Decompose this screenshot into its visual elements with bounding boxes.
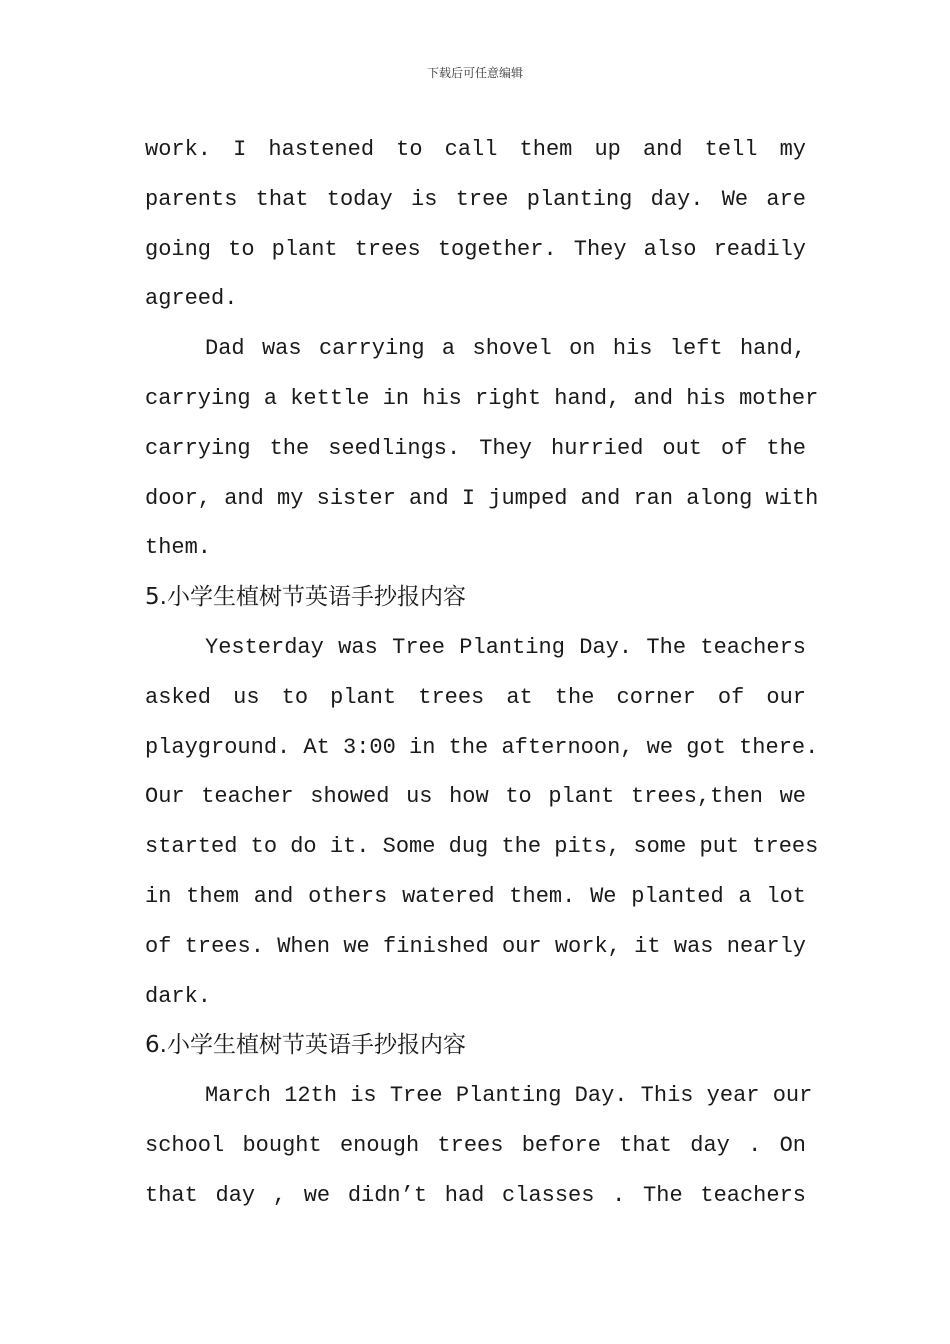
section-heading: 5.小学生植树节英语手抄报内容 bbox=[145, 584, 466, 611]
section-heading: 6.小学生植树节英语手抄报内容 bbox=[145, 1032, 466, 1059]
text-line: work. I hastened to call them up and tell my bbox=[145, 137, 806, 162]
text-line: started to do it. Some dug the pits, some put trees bbox=[145, 834, 819, 860]
document-body bbox=[145, 125, 819, 1221]
text-line: playground. At 3:00 in the afternoon, we got there. bbox=[145, 734, 819, 760]
text-line: dark. bbox=[145, 983, 212, 1009]
text-line: Yesterday was Tree Planting Day. The teachers bbox=[205, 634, 806, 660]
text-line: of trees. When we finished our work, it was nearly bbox=[145, 933, 806, 959]
text-line: carrying the seedlings. They hurried out of the bbox=[145, 435, 806, 461]
text-line: them. bbox=[145, 535, 212, 561]
text-line: agreed. bbox=[145, 286, 238, 312]
text-line: that day , we didn’t had classes . The teachers bbox=[145, 1182, 806, 1208]
text-line: asked us to plant trees at the corner of our bbox=[145, 684, 806, 710]
text-line: in them and others watered them. We planted a lot bbox=[145, 883, 806, 909]
text-line: March 12th is Tree Planting Day. This year our bbox=[205, 1083, 813, 1109]
text-line: Dad was carrying a shovel on his left hand, bbox=[205, 336, 806, 362]
text-line: door, and my sister and I jumped and ran along with bbox=[145, 485, 819, 511]
text-line: parents that today is tree planting day. We are bbox=[145, 186, 806, 212]
text-line: school bought enough trees before that day . On bbox=[145, 1132, 806, 1158]
text-line: carrying a kettle in his right hand, and his mother bbox=[145, 385, 819, 411]
text-line: going to plant trees together. They also readily bbox=[145, 236, 806, 262]
page-header: 下载后可任意编辑 bbox=[426, 66, 523, 80]
text-line: Our teacher showed us how to plant trees,then we bbox=[145, 784, 806, 810]
